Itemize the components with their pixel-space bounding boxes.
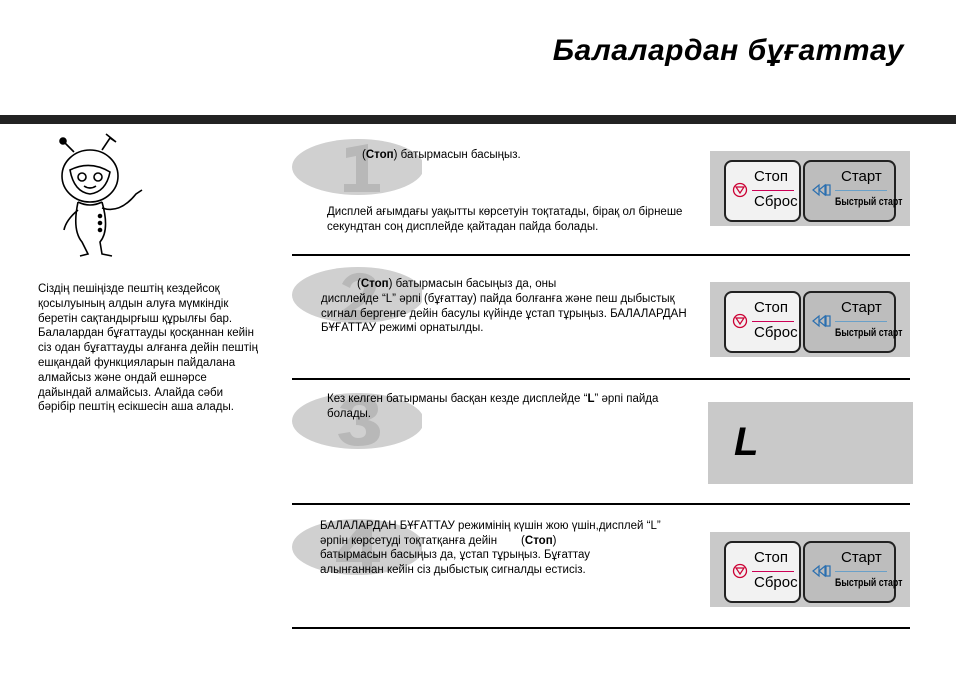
start-quickstart-button[interactable] — [803, 541, 903, 603]
step-4-button-panel — [710, 532, 910, 607]
page-title: Балалардан бұғаттау — [552, 34, 904, 67]
step-4-description: батырмасын басыңыз да, ұстап тұрыңыз. Бұғаттау алынғаннан кейін сіз дыбыстық сигналды естисіз. — [320, 549, 591, 576]
stop-icon — [732, 313, 750, 329]
stop-label: Стоп — [754, 299, 788, 316]
stop-icon — [732, 563, 750, 579]
step-4-instruction — [320, 519, 720, 577]
start-quickstart-button[interactable] — [803, 160, 903, 222]
start-quickstart-button[interactable] — [803, 291, 903, 353]
intro-paragraph: Сіздің пешіңізде пештің кездейсоқ қосылуының алдын алуға мүмкіндік беретін сақтандырғыш құрылғы бар. Балалардан бұғаттауды қосқаннан кейін сіз одан бұғаттауды алғанға дейін пештің ешқандай функцияларын пайдалана алмайсыз және ондай ешнәрсе дайындай алмайсыз. Алайда сәби бәрібір пештің есікшесін аша алады. — [38, 283, 258, 414]
divider — [835, 571, 887, 572]
header-rule — [0, 115, 956, 124]
quick-start-label: Быстрый старт — [835, 577, 903, 589]
step-4-line-1: БАЛАЛАРДАН БҰҒАТТАУ режимінің күшін жою үшін,дисплей “L” — [320, 520, 661, 532]
step-1-button-panel — [710, 151, 910, 226]
step-divider — [292, 627, 910, 629]
step-2-button-panel — [710, 282, 910, 357]
step-divider — [292, 378, 910, 380]
stop-icon — [732, 182, 750, 198]
child-mascot-illustration — [44, 130, 154, 260]
start-icon — [811, 182, 833, 198]
stop-key-label: Стоп — [360, 278, 389, 290]
oven-display — [708, 402, 913, 484]
divider — [752, 190, 794, 191]
divider — [835, 190, 887, 191]
step-2 — [292, 266, 910, 378]
stop-label: Стоп — [754, 549, 788, 566]
divider — [752, 571, 794, 572]
start-label: Старт — [841, 168, 882, 185]
display-lock-symbol: L — [734, 420, 759, 464]
step-4 — [292, 518, 910, 626]
step-1-instruction: (Стоп) батырмасын басыңыз. — [362, 149, 521, 161]
divider — [752, 321, 794, 322]
start-label: Старт — [841, 299, 882, 316]
reset-label: Сброс — [754, 324, 798, 341]
stop-reset-button[interactable] — [724, 541, 801, 603]
stop-key-label: Стоп — [365, 149, 394, 161]
step-4-line-2: әрпін көрсетуді тоқтатқанға дейін (Стоп) — [320, 534, 557, 547]
quick-start-label: Быстрый старт — [835, 327, 903, 339]
l-letter: L — [587, 393, 595, 405]
reset-label: Сброс — [754, 574, 798, 591]
step-3 — [292, 392, 910, 502]
reset-label: Сброс — [754, 193, 798, 210]
step-1-number-graphic — [292, 138, 422, 196]
step-3-description: Кез келген батырманы басқан кезде дисплейде “L” әрпі пайда болады. — [327, 393, 659, 420]
step-2-instruction: (Стоп) батырмасын басыңыз да, оны — [357, 278, 557, 290]
stop-reset-button[interactable] — [724, 160, 801, 222]
step-1-description: Дисплей ағымдағы уақытты көрсетуін тоқтатады, бірақ ол бірнеше секундтан соң дисплейде қайтадан пайда болады. — [327, 206, 683, 233]
step-divider — [292, 254, 910, 256]
divider — [835, 321, 887, 322]
start-icon — [811, 563, 833, 579]
stop-reset-button[interactable] — [724, 291, 801, 353]
quick-start-label: Быстрый старт — [835, 196, 903, 208]
start-label: Старт — [841, 549, 882, 566]
step-2-description: дисплейде “L” әрпі (бұғаттау) пайда болғанға және пеш дыбыстық сигнал бергенге дейін басулы күйінде ұстап тұрыңыз. БАЛАЛАРДАН БҰҒАТТАУ режимі орнатылды. — [321, 293, 687, 334]
stop-key-label: Стоп — [524, 534, 553, 547]
stop-label: Стоп — [754, 168, 788, 185]
start-icon — [811, 313, 833, 329]
step-1 — [292, 138, 910, 254]
step-divider — [292, 503, 910, 505]
